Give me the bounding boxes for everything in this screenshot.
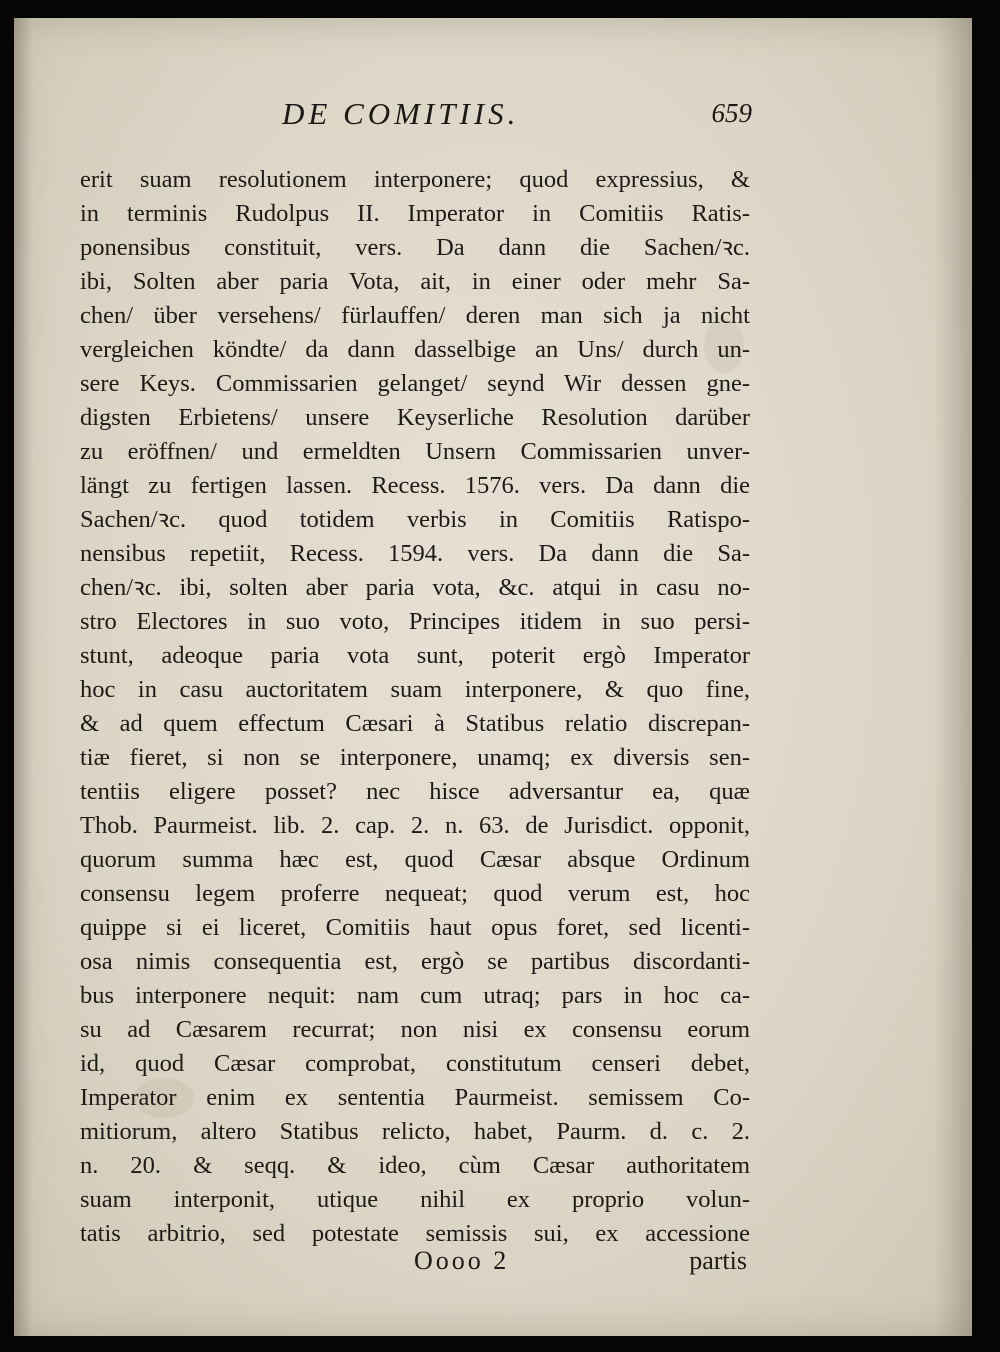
- text-line: Thob. Paurmeist. lib. 2. cap. 2. n. 63. de Jurisdict. opponit,: [80, 812, 750, 839]
- text-line: consensu legem proferre nequeat; quod verum est, hoc: [80, 880, 750, 907]
- text-line: stro Electores in suo voto, Principes itidem in suo persi-: [80, 608, 750, 635]
- text-line: digsten Erbietens/ unsere Keyserliche Resolution darüber: [80, 404, 750, 431]
- text-line: Imperator enim ex sententia Paurmeist. semissem Co-: [80, 1084, 750, 1111]
- text-line: chen/ über versehens/ fürlauffen/ deren man sich ja nicht: [80, 302, 750, 329]
- catchline: [414, 1246, 747, 1282]
- book-page: [14, 18, 972, 1336]
- text-line: tiæ fieret, si non se interponere, unamq; ex diversis sen-: [80, 744, 750, 771]
- text-line: in terminis Rudolpus II. Imperator in Comitiis Ratis-: [80, 200, 750, 227]
- signature-mark: Oooo 2: [414, 1246, 510, 1275]
- text-line: chen/ꝛc. ibi, solten aber paria vota, &c. atqui in casu no-: [80, 574, 750, 601]
- running-title: DE COMITIIS.: [282, 96, 520, 131]
- text-line: stunt, adeoque paria vota sunt, poterit ergò Imperator: [80, 642, 750, 669]
- text-line: & ad quem effectum Cæsari à Statibus relatio discrepan-: [80, 710, 750, 737]
- text-line: tentiis eligere posset? nec hisce adversantur ea, quæ: [80, 778, 750, 805]
- text-line: erit suam resolutionem interponere; quod expressius, &: [80, 166, 750, 193]
- text-line: tatis arbitrio, sed potestate semissis sui, ex accessione: [80, 1220, 750, 1247]
- text-line: quorum summa hæc est, quod Cæsar absque Ordinum: [80, 846, 750, 873]
- text-line: sere Keys. Commissarien gelanget/ seynd Wir dessen gne-: [80, 370, 750, 397]
- catchword: partis: [689, 1246, 747, 1275]
- text-line: suam interponit, utique nihil ex proprio volun-: [80, 1186, 750, 1213]
- page-number: 659: [711, 98, 752, 128]
- text-line: su ad Cæsarem recurrat; non nisi ex consensu eorum: [80, 1016, 750, 1043]
- text-line: bus interponere nequit: nam cum utraq; pars in hoc ca-: [80, 982, 750, 1009]
- running-head: [282, 96, 752, 140]
- text-line: quippe si ei liceret, Comitiis haut opus foret, sed licenti-: [80, 914, 750, 941]
- text-line: Sachen/ꝛc. quod totidem verbis in Comitiis Ratispo-: [80, 506, 750, 533]
- text-line: nensibus repetiit, Recess. 1594. vers. Da dann die Sa-: [80, 540, 750, 567]
- page-edge-shadow: [934, 18, 972, 1336]
- text-line: zu eröffnen/ und ermeldten Unsern Commissarien unver-: [80, 438, 750, 465]
- page-gutter-shadow: [14, 18, 32, 1336]
- body-text: [80, 163, 750, 1251]
- text-line: n. 20. & seqq. & ideo, cùm Cæsar authoritatem: [80, 1152, 750, 1179]
- text-line: mitiorum, altero Statibus relicto, habet, Paurm. d. c. 2.: [80, 1118, 750, 1145]
- text-line: hoc in casu auctoritatem suam interponere, & quo fine,: [80, 676, 750, 703]
- text-line: vergleichen köndte/ da dann dasselbige an Uns/ durch un-: [80, 336, 750, 363]
- text-line: id, quod Cæsar comprobat, constitutum censeri debet,: [80, 1050, 750, 1077]
- text-line: längt zu fertigen lassen. Recess. 1576. vers. Da dann die: [80, 472, 750, 499]
- text-line: ponensibus constituit, vers. Da dann die Sachen/ꝛc.: [80, 234, 750, 261]
- text-line: ibi, Solten aber paria Vota, ait, in einer oder mehr Sa-: [80, 268, 750, 295]
- text-line: osa nimis consequentia est, ergò se partibus discordanti-: [80, 948, 750, 975]
